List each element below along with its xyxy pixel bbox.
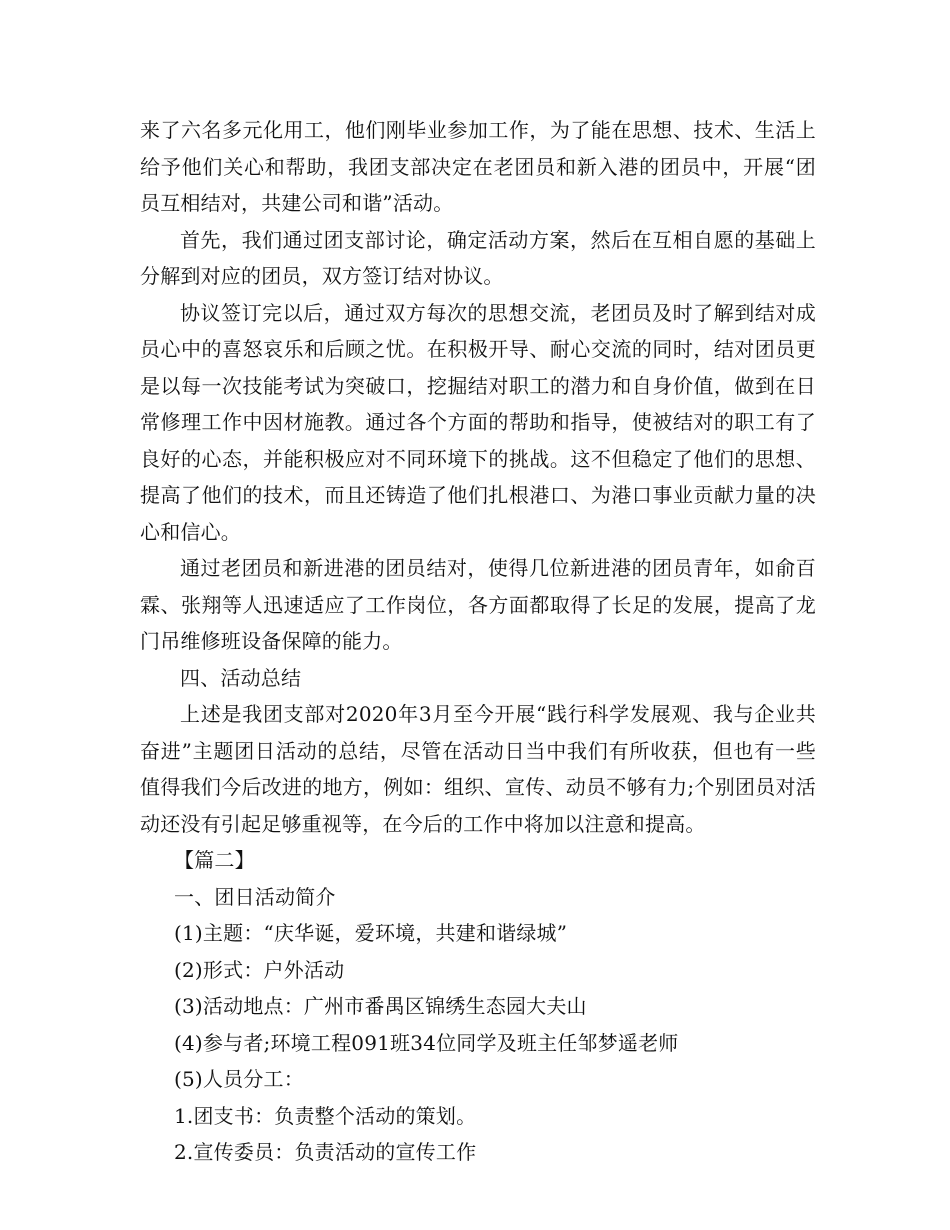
paragraph-agreement: 协议签订完以后，通过双方每次的思想交流，老团员及时了解到结对成员心中的喜怒哀乐和后顾之忧。在积极开导、耐心交流的同时，结对团员更是以每一次技能考试为突破口，挖掘结对职工的潜力和自身价值，做到在日常修理工作中因材施教。通过各个方面的帮助和指导，使被结对的职工有了良好的心态，并能积极应对不同环境下的挑战。这不但稳定了他们的思想、提高了他们的技术，而且还铸造了他们扎根港口、为港口事业贡献力量的决心和信心。: [140, 300, 816, 544]
list-item-location: (3)活动地点：广州市番禺区锦绣生态园大夫山: [174, 994, 587, 1018]
list-item-format: (2)形式：户外活动: [174, 957, 345, 982]
document-body: [140, 112, 816, 1171]
list-item-roles: (5)人员分工：: [174, 1067, 304, 1091]
list-item-participants: (4)参与者;环境工程091班34位同学及班主任邹梦遥老师: [174, 1030, 679, 1055]
paragraph-intro: 来了六名多元化用工，他们刚毕业参加工作，为了能在思想、技术、生活上给予他们关心和帮助，我团支部决定在老团员和新入港的团员中，开展“团员互相结对，共建公司和谐”活动。: [140, 118, 816, 215]
paragraph-summary: 上述是我团支部对2020年3月至今开展“践行科学发展观、我与企业共奋进”主题团日活动的总结，尽管在活动日当中我们有所收获，但也有一些值得我们今后改进的地方，例如：组织、宣传、动员不够有力;个别团员对活动还没有引起足够重视等，在今后的工作中将加以注意和提高。: [140, 702, 816, 836]
list-item-publicity: 2.宣传委员：负责活动的宣传工作: [174, 1140, 477, 1164]
section-heading-summary: 四、活动总结: [180, 665, 302, 690]
list-item-theme: (1)主题：“庆华诞，爱环境，共建和谐绿城”: [174, 921, 568, 945]
paragraph-results: 通过老团员和新进港的团员结对，使得几位新进港的团员青年，如俞百霖、张翔等人迅速适应了工作岗位，各方面都取得了长足的发展，提高了龙门吊维修班设备保障的能力。: [140, 556, 816, 653]
part-two-heading: 【篇二】: [174, 848, 255, 872]
section-heading-intro: 一、团日活动简介: [174, 884, 336, 909]
list-item-secretary: 1.团支书：负责整个活动的策划。: [174, 1103, 477, 1128]
paragraph-first-step: 首先，我们通过团支部讨论，确定活动方案，然后在互相自愿的基础上分解到对应的团员，双方签订结对协议。: [140, 227, 816, 288]
